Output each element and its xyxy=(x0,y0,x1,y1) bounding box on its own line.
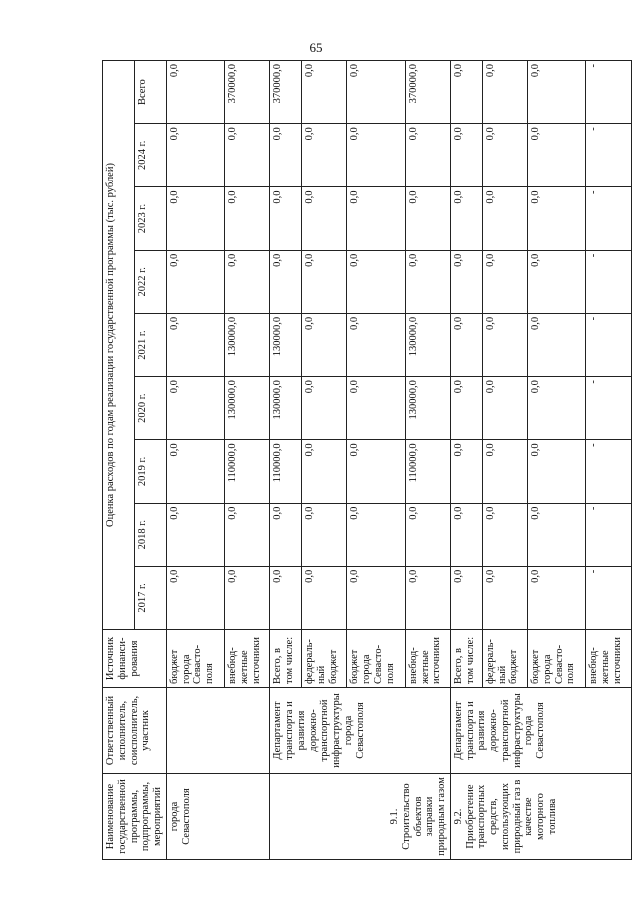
value-cell: 0,0 xyxy=(482,313,527,376)
value-cell: - xyxy=(586,187,631,250)
value-cell: 0,0 xyxy=(528,250,586,313)
row-responsible xyxy=(166,688,270,774)
value-cell: 0,0 xyxy=(528,440,586,503)
total-cell: 370000,0 xyxy=(225,61,270,124)
value-cell: 130000,0 xyxy=(270,377,302,440)
row-name: 9.1. Строительство объектов заправки природным газом xyxy=(270,774,451,860)
value-cell: - xyxy=(586,377,631,440)
value-cell: 0,0 xyxy=(270,503,302,566)
value-cell: 0,0 xyxy=(166,124,224,187)
total-cell: 370000,0 xyxy=(405,61,450,124)
value-cell: 0,0 xyxy=(528,503,586,566)
value-cell: 0,0 xyxy=(166,313,224,376)
header-year: 2021 г. xyxy=(134,313,166,376)
value-cell: - xyxy=(586,440,631,503)
value-cell: 110000,0 xyxy=(270,440,302,503)
value-cell: 0,0 xyxy=(166,440,224,503)
value-cell: 0,0 xyxy=(225,250,270,313)
value-cell: 0,0 xyxy=(450,377,482,440)
value-cell: 130000,0 xyxy=(405,377,450,440)
value-cell: 0,0 xyxy=(450,566,482,629)
value-cell: 0,0 xyxy=(347,187,405,250)
row-source: Всего, в том числе: xyxy=(450,630,482,688)
value-cell: 0,0 xyxy=(347,124,405,187)
value-cell: 0,0 xyxy=(347,313,405,376)
value-cell: 0,0 xyxy=(302,187,347,250)
value-cell: 0,0 xyxy=(270,187,302,250)
total-cell: 370000,0 xyxy=(270,61,302,124)
value-cell: 0,0 xyxy=(347,566,405,629)
value-cell: - xyxy=(586,124,631,187)
value-cell: 0,0 xyxy=(405,187,450,250)
row-source: внебюд-жетные источники xyxy=(586,630,631,688)
value-cell: 0,0 xyxy=(450,503,482,566)
value-cell: 0,0 xyxy=(225,566,270,629)
value-cell: 0,0 xyxy=(166,187,224,250)
value-cell: 0,0 xyxy=(347,377,405,440)
value-cell: 0,0 xyxy=(405,503,450,566)
value-cell: 0,0 xyxy=(302,313,347,376)
header-year: 2024 г. xyxy=(134,124,166,187)
value-cell: 0,0 xyxy=(482,124,527,187)
value-cell: 0,0 xyxy=(347,250,405,313)
total-cell: 0,0 xyxy=(528,61,586,124)
row-source: внебюд-жетные источники xyxy=(405,630,450,688)
value-cell: 0,0 xyxy=(270,250,302,313)
header-source: Источник финанси-рования xyxy=(103,630,167,688)
value-cell: 0,0 xyxy=(302,250,347,313)
row-responsible: Департамент транспорта и развития дорожно-транспортной инфраструктуры города Севастополя xyxy=(270,688,451,774)
rotated-table-wrapper xyxy=(102,60,623,860)
value-cell: 0,0 xyxy=(450,440,482,503)
value-cell: 0,0 xyxy=(166,250,224,313)
value-cell: 0,0 xyxy=(482,377,527,440)
rotated-table xyxy=(102,60,623,860)
value-cell: 0,0 xyxy=(405,124,450,187)
value-cell: 0,0 xyxy=(347,440,405,503)
header-name: Наименование государственной программы, подпрограммы, мероприятий xyxy=(103,774,167,860)
value-cell: 0,0 xyxy=(166,503,224,566)
row-responsible: Департамент транспорта и развития дорожно-транспортной инфраструктуры города Севастополя xyxy=(450,688,631,774)
value-cell: - xyxy=(586,503,631,566)
row-source: бюджет города Севасто-поля xyxy=(528,630,586,688)
value-cell: 130000,0 xyxy=(405,313,450,376)
row-source: федераль-ный бюджет xyxy=(302,630,347,688)
row-name: города Севастополя xyxy=(166,774,270,860)
total-cell: - xyxy=(586,61,631,124)
row-name: 9.2. Приобретение транспортных средств, использующих природный газ в качестве моторного топлива xyxy=(450,774,631,860)
value-cell: 0,0 xyxy=(347,503,405,566)
header-year: 2018 г. xyxy=(134,503,166,566)
total-cell: 0,0 xyxy=(450,61,482,124)
row-source: федераль-ный бюджет xyxy=(482,630,527,688)
row-source: бюджет города Севасто-поля xyxy=(347,630,405,688)
value-cell: 0,0 xyxy=(225,124,270,187)
total-cell: 0,0 xyxy=(166,61,224,124)
total-cell: 0,0 xyxy=(347,61,405,124)
value-cell: 0,0 xyxy=(302,377,347,440)
value-cell: 0,0 xyxy=(528,187,586,250)
value-cell: 0,0 xyxy=(225,503,270,566)
value-cell: 0,0 xyxy=(450,124,482,187)
value-cell: 130000,0 xyxy=(225,313,270,376)
header-estimate: Оценка расходов по годам реализации государственной программы (тыс. рублей) xyxy=(103,61,135,630)
value-cell: 0,0 xyxy=(450,250,482,313)
total-cell: 0,0 xyxy=(302,61,347,124)
value-cell: 0,0 xyxy=(482,503,527,566)
value-cell: 0,0 xyxy=(528,124,586,187)
row-source: Всего, в том числе: xyxy=(270,630,302,688)
total-cell: 0,0 xyxy=(482,61,527,124)
value-cell: 110000,0 xyxy=(405,440,450,503)
value-cell: - xyxy=(586,250,631,313)
header-year: 2019 г. xyxy=(134,440,166,503)
value-cell: 130000,0 xyxy=(270,313,302,376)
row-source: внебюд-жетные источники xyxy=(225,630,270,688)
value-cell: 0,0 xyxy=(302,503,347,566)
value-cell: 130000,0 xyxy=(225,377,270,440)
value-cell: 0,0 xyxy=(482,187,527,250)
value-cell: 0,0 xyxy=(405,566,450,629)
header-year: 2023 г. xyxy=(134,187,166,250)
header-year: 2017 г. xyxy=(134,566,166,629)
budget-table xyxy=(102,60,632,860)
page-number: 65 xyxy=(309,40,323,55)
value-cell: 0,0 xyxy=(302,566,347,629)
value-cell: 0,0 xyxy=(405,250,450,313)
value-cell: - xyxy=(586,313,631,376)
row-source: бюджет города Севасто-поля xyxy=(166,630,224,688)
value-cell: 0,0 xyxy=(166,566,224,629)
value-cell: 0,0 xyxy=(528,313,586,376)
header-year: 2022 г. xyxy=(134,250,166,313)
value-cell: 0,0 xyxy=(270,124,302,187)
value-cell: 0,0 xyxy=(482,566,527,629)
value-cell: 110000,0 xyxy=(225,440,270,503)
value-cell: 0,0 xyxy=(482,250,527,313)
value-cell: 0,0 xyxy=(302,124,347,187)
value-cell: 0,0 xyxy=(450,187,482,250)
header-responsible: Ответственный исполнитель, соисполнитель, участник xyxy=(103,688,167,774)
value-cell: - xyxy=(586,566,631,629)
value-cell: 0,0 xyxy=(270,566,302,629)
value-cell: 0,0 xyxy=(166,377,224,440)
value-cell: 0,0 xyxy=(482,440,527,503)
value-cell: 0,0 xyxy=(450,313,482,376)
value-cell: 0,0 xyxy=(302,440,347,503)
value-cell: 0,0 xyxy=(528,377,586,440)
header-year: 2020 г. xyxy=(134,377,166,440)
header-total: Всего xyxy=(134,61,166,124)
value-cell: 0,0 xyxy=(225,187,270,250)
value-cell: 0,0 xyxy=(528,566,586,629)
